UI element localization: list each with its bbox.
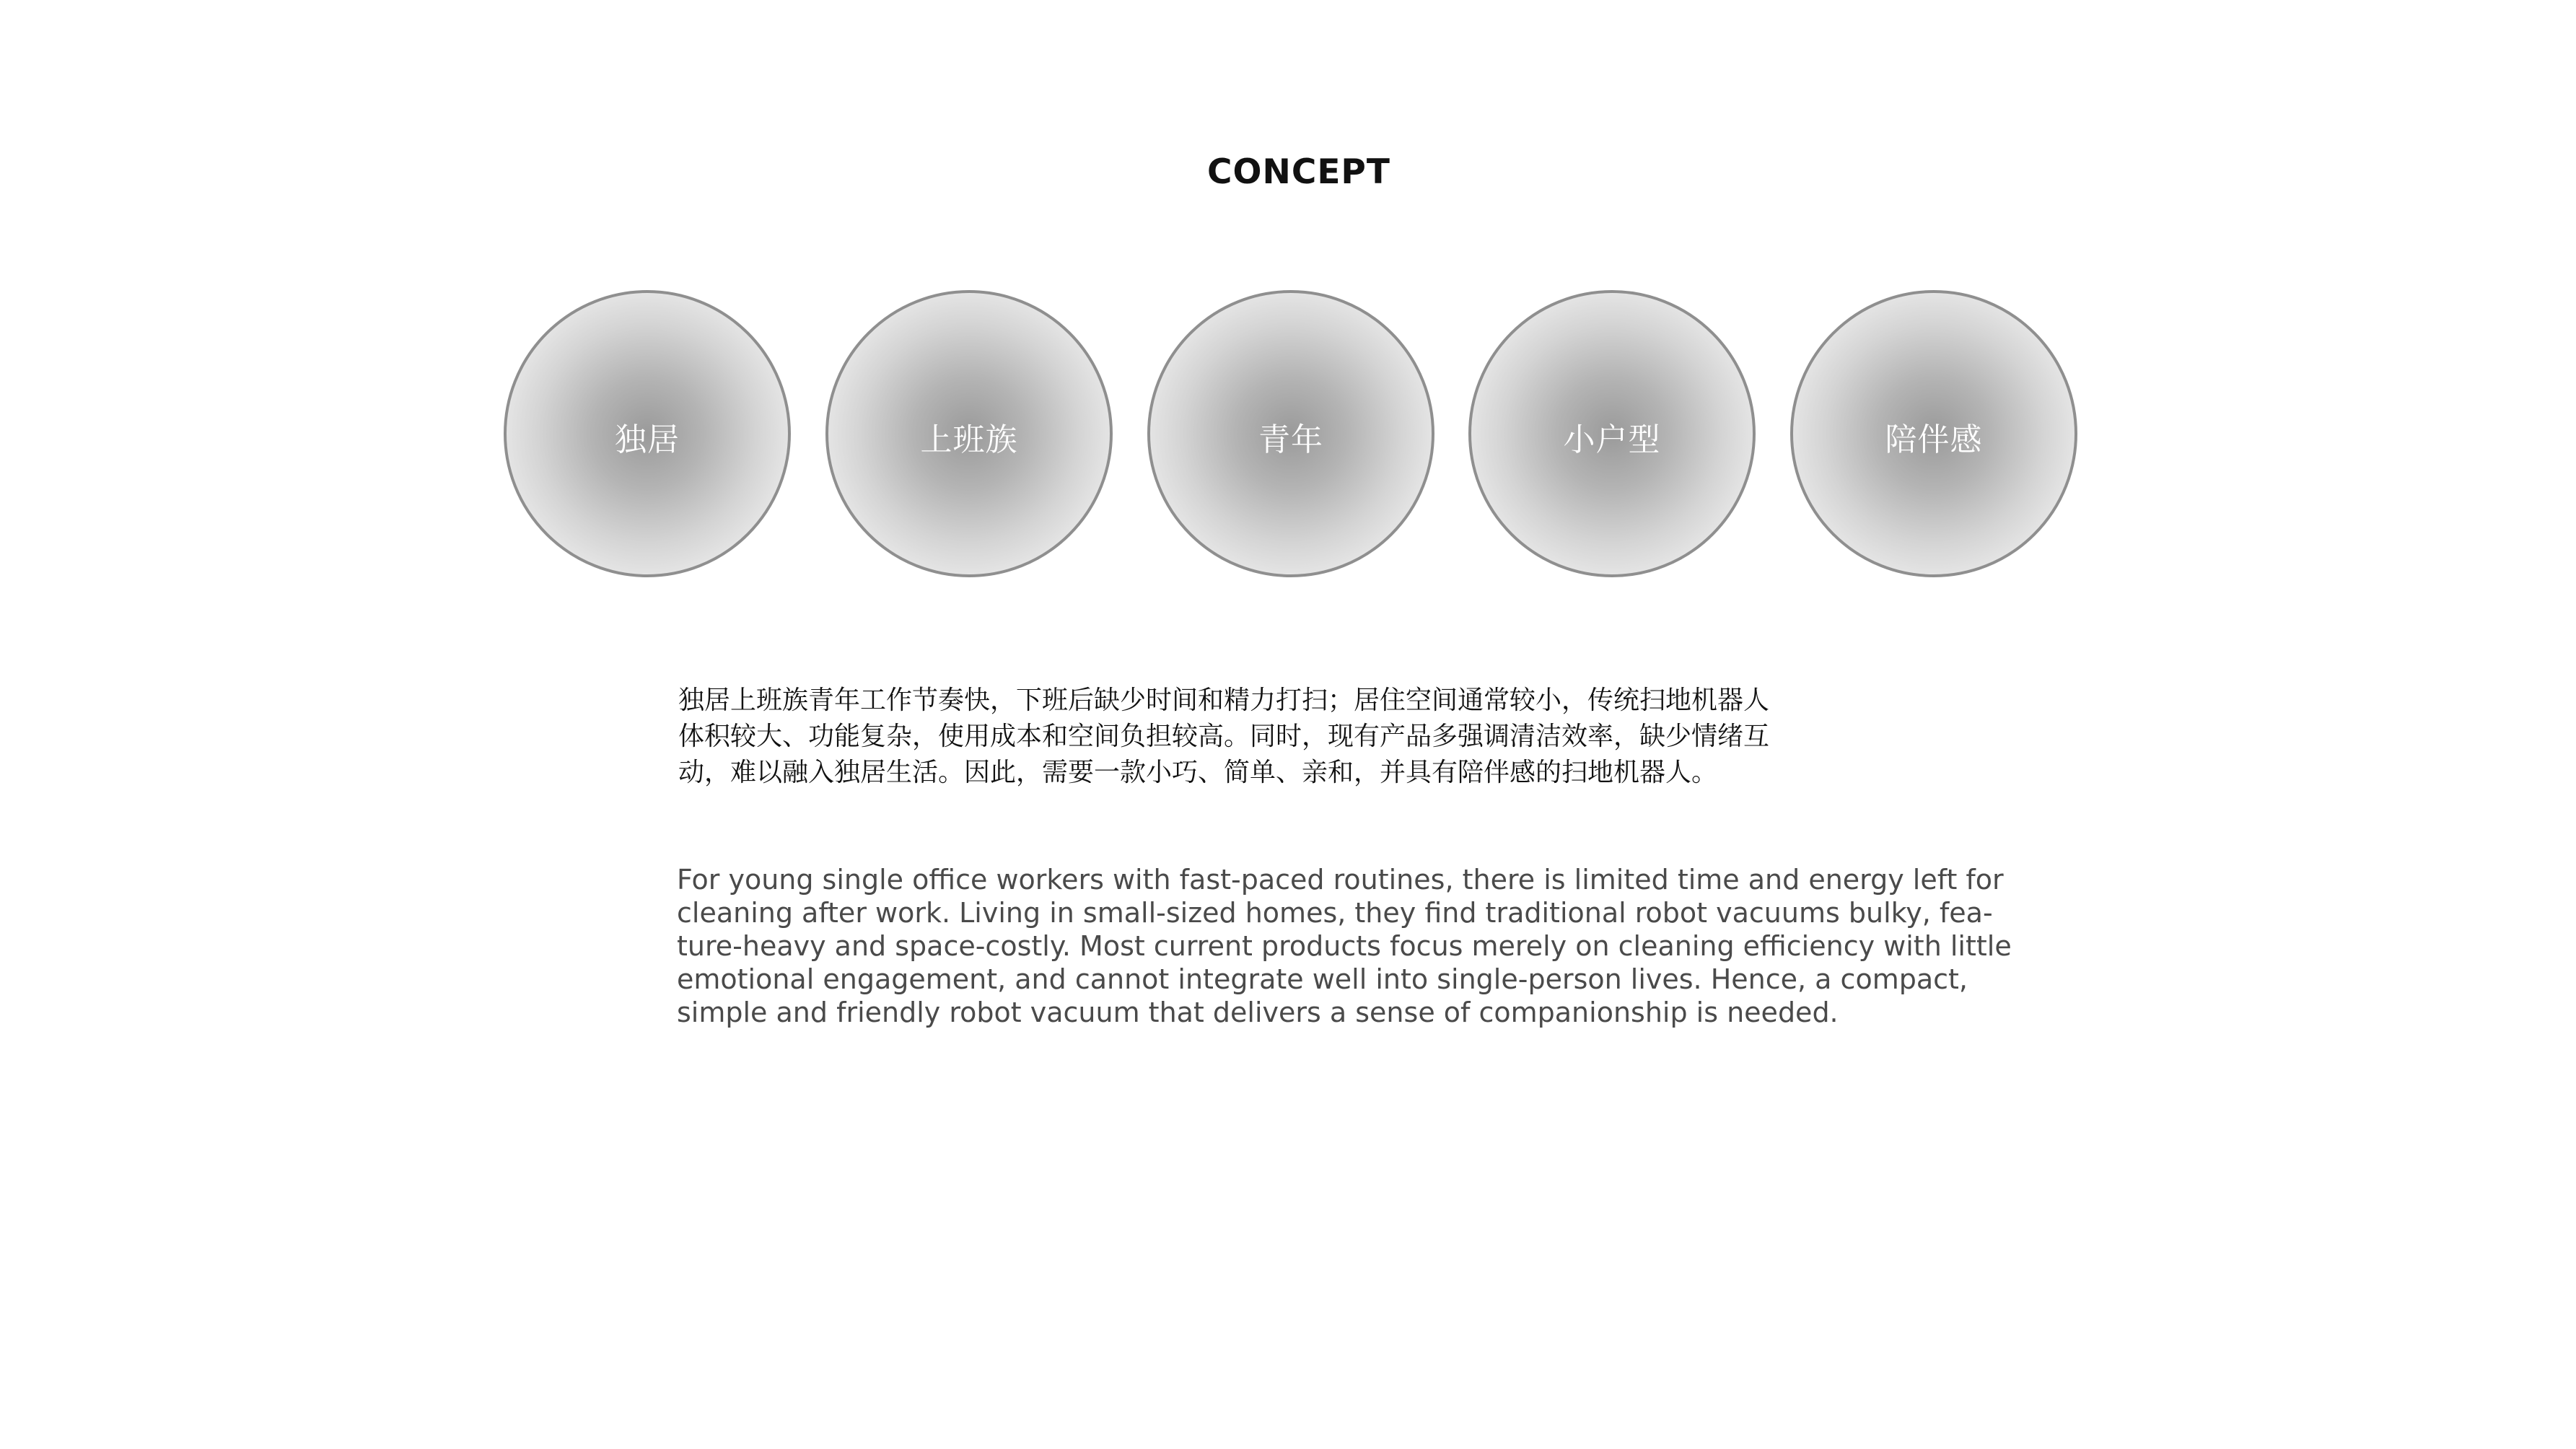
keyword-label: 独居 <box>615 421 680 458</box>
keyword-circle-youth <box>1147 290 1434 577</box>
keyword-label: 上班族 <box>920 421 1018 458</box>
keyword-label: 青年 <box>1258 421 1323 458</box>
chinese-description: 独居上班族青年工作节奏快，下班后缺少时间和精力打扫；居住空间通常较小，传统扫地机器人 体积较大、功能复杂，使用成本和空间负担较高。同时，现有产品多强调清洁效率，缺少情绪互 动，难以融入独居生活。因此，需要一款小巧、简单、亲和，并具有陪伴感的扫地机器人。 <box>678 686 1770 787</box>
keyword-label: 小户型 <box>1563 421 1661 458</box>
keyword-circles <box>504 290 2084 582</box>
english-description: For young single office workers with fast-paced routines, there is limited time and energy left for cleaning after work. Living in small-sized homes, they find traditional robot vacuums bulky, fea- ture-heavy and space-costly. Most current products focus merely on cleaning efficiency with little emotional engagement, and cannot integrate well into single-person lives. Hence, a compact, simple and friendly robot vacuum that delivers a sense of companionship is needed. <box>677 864 2012 1028</box>
keyword-label: 陪伴感 <box>1885 421 1983 458</box>
page-title: CONCEPT <box>1207 152 1390 192</box>
keyword-circle-companionship <box>1790 290 2077 577</box>
keyword-circle-office-worker <box>825 290 1113 577</box>
keyword-circle-small-apartment <box>1468 290 1756 577</box>
keyword-circle-living-alone <box>504 290 791 577</box>
